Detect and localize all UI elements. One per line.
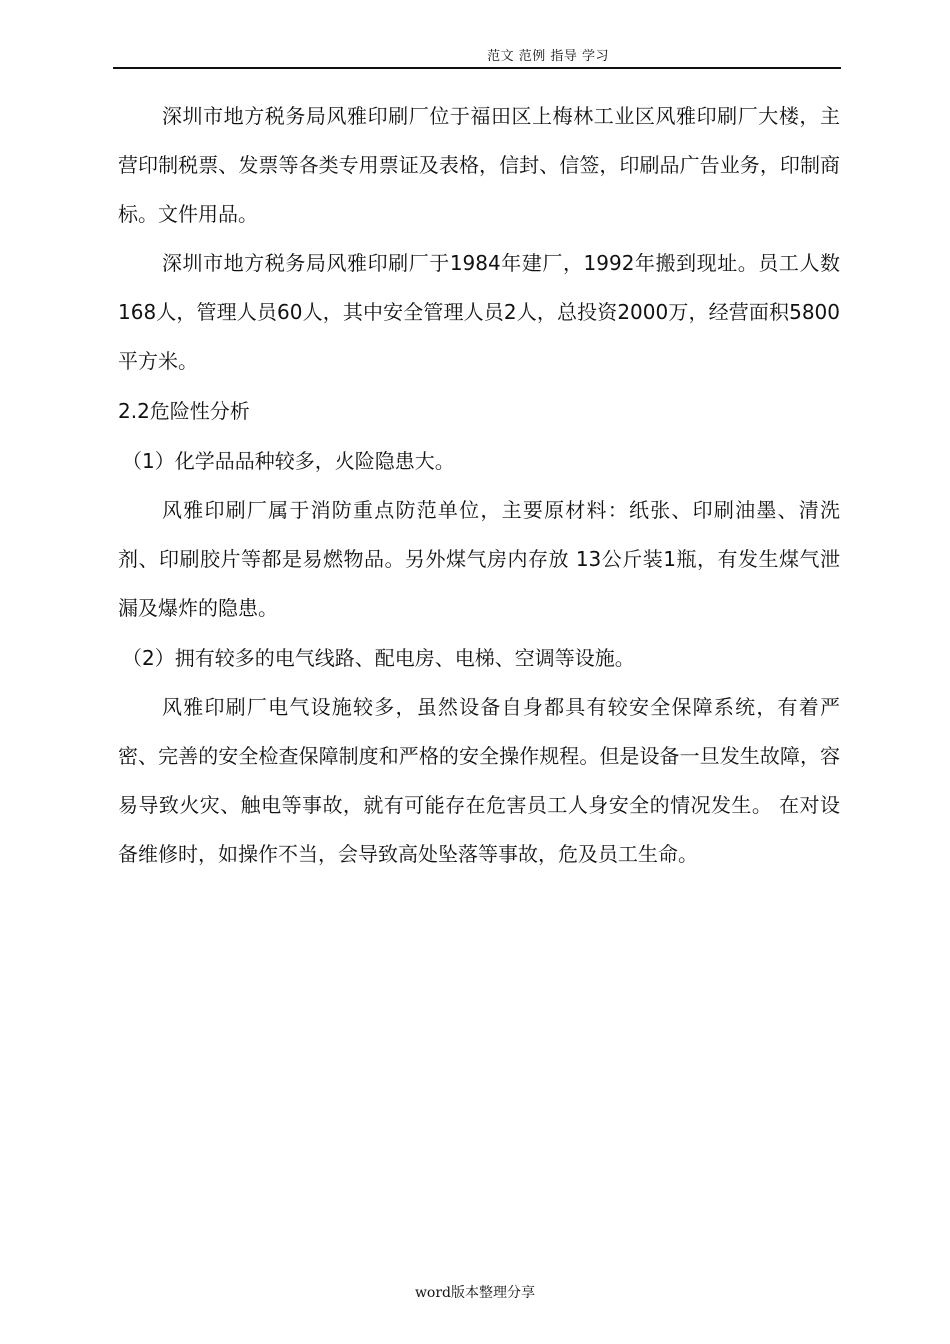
paragraph-electrical-risk: 风雅印刷厂电气设施较多，虽然设备自身都具有较安全保障系统，有着严密、完善的安全检查保障制度和严格的安全操作规程。但是设备一旦发生故障，容易导致火灾、触电等事故，就有可能存在危害员工人身安全的情况发生。 在对设备维修时，如操作不当，会导致高处坠落等事故，危及员工生命。 bbox=[118, 695, 840, 866]
paragraph-chemical-risk: 风雅印刷厂属于消防重点防范单位，主要原材料：纸张、印刷油墨、清洗剂、印刷胶片等都是易燃物品。另外煤气房内存放 13公斤装1瓶，有发生煤气泄漏及爆炸的隐患。 bbox=[118, 498, 840, 620]
paragraph-company-history: 深圳市地方税务局风雅印刷厂于1984年建厂，1992年搬到现址。员工人数168人，管理人员60人，其中安全管理人员2人，总投资2000万，经营面积5800平方米。 bbox=[118, 251, 840, 373]
page-footer: word版本整理分享 bbox=[414, 1285, 536, 1301]
page-header bbox=[113, 48, 841, 69]
document-body bbox=[118, 92, 840, 879]
subheading-chemical-risk: （1）化学品品种较多，火险隐患大。 bbox=[122, 449, 455, 473]
header-text: 范文 范例 指导 学习 bbox=[487, 49, 609, 64]
subheading-electrical-risk: （2）拥有较多的电气线路、配电房、电梯、空调等设施。 bbox=[122, 646, 635, 670]
section-heading: 2.2危险性分析 bbox=[118, 399, 250, 423]
paragraph-company-intro: 深圳市地方税务局风雅印刷厂位于福田区上梅林工业区风雅印刷厂大楼，主营印制税票、发票等各类专用票证及表格，信封、信签，印刷品广告业务，印制商标。文件用品。 bbox=[118, 104, 840, 226]
